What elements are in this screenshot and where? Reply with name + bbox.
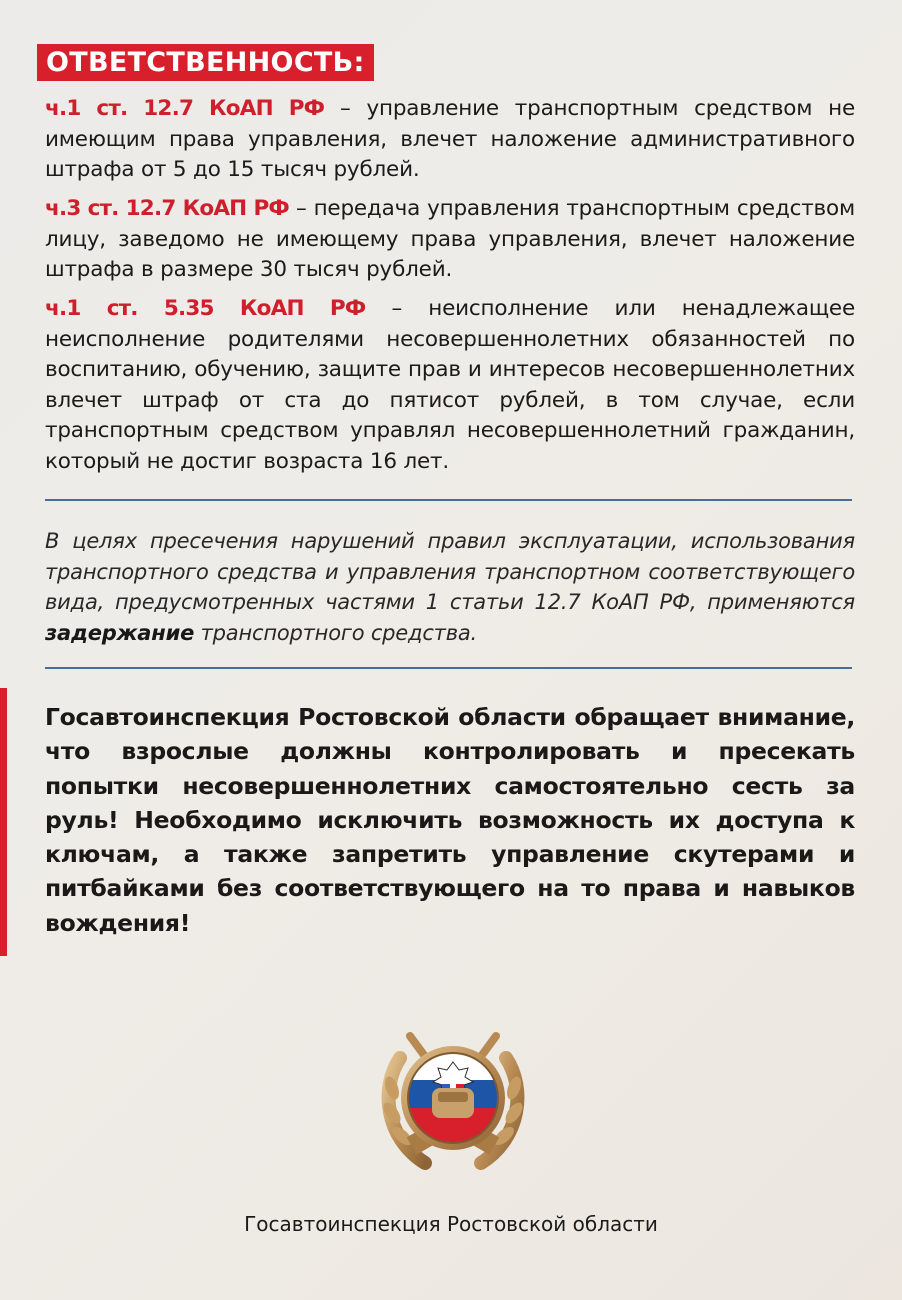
section-heading: ОТВЕТСТВЕННОСТЬ:: [37, 44, 374, 81]
article-text: – передача управления транспортным средством лицу, заведомо не имеющему права управления, влечет наложение штрафа в размере 30 тысяч рублей.: [45, 196, 855, 282]
article-text: – неисполнение или ненадлежащее неисполнение родителями несовершеннолетних обязанностей по воспитанию, обучению, защите прав и интересов несовершеннолетних влечет штраф от ста до пятисот рублей, в том случае, если транспортным средством управлял несовершеннолетний гражданин, который не достиг возраста 16 лет.: [45, 296, 855, 474]
divider-bottom: [45, 667, 852, 669]
article-1: [45, 94, 855, 186]
callout-accent-bar: [0, 688, 7, 956]
note-text-end: транспортного средства.: [194, 620, 478, 645]
article-text: – управление транспортным средством не имеющим права управления, влечет наложение административного штрафа от 5 до 15 тысяч рублей.: [45, 96, 855, 182]
article-2: [45, 194, 855, 286]
article-3: [45, 294, 855, 477]
note-emphasis: задержание: [45, 620, 195, 645]
article-ref: ч.3 ст. 12.7 КоАП РФ: [45, 196, 289, 221]
callout-text: Госавтоинспекция Ростовской области обращает внимание, что взрослые должны контролировать и пресекать попытки несовершеннолетних самостоятельно сесть за руль! Необходимо исключить возможность их доступа к ключам, а также запретить управление скутерами и питбайками без соответствующего на то права и навыков вождения!: [45, 703, 855, 937]
gibdd-emblem-icon: [370, 1018, 536, 1178]
detention-note: [45, 526, 855, 648]
footer-organization: Госавтоинспекция Ростовской области: [244, 1212, 658, 1236]
divider-top: [45, 499, 852, 501]
article-ref: ч.1 ст. 12.7 КоАП РФ: [45, 96, 325, 121]
note-text: В целях пресечения нарушений правил эксплуатации, использования транспортного средства и управления транспортном соответствующего вида, предусмотренных частями 1 статьи 12.7 КоАП РФ, применяются: [45, 529, 855, 614]
article-ref: ч.1 ст. 5.35 КоАП РФ: [45, 296, 366, 321]
